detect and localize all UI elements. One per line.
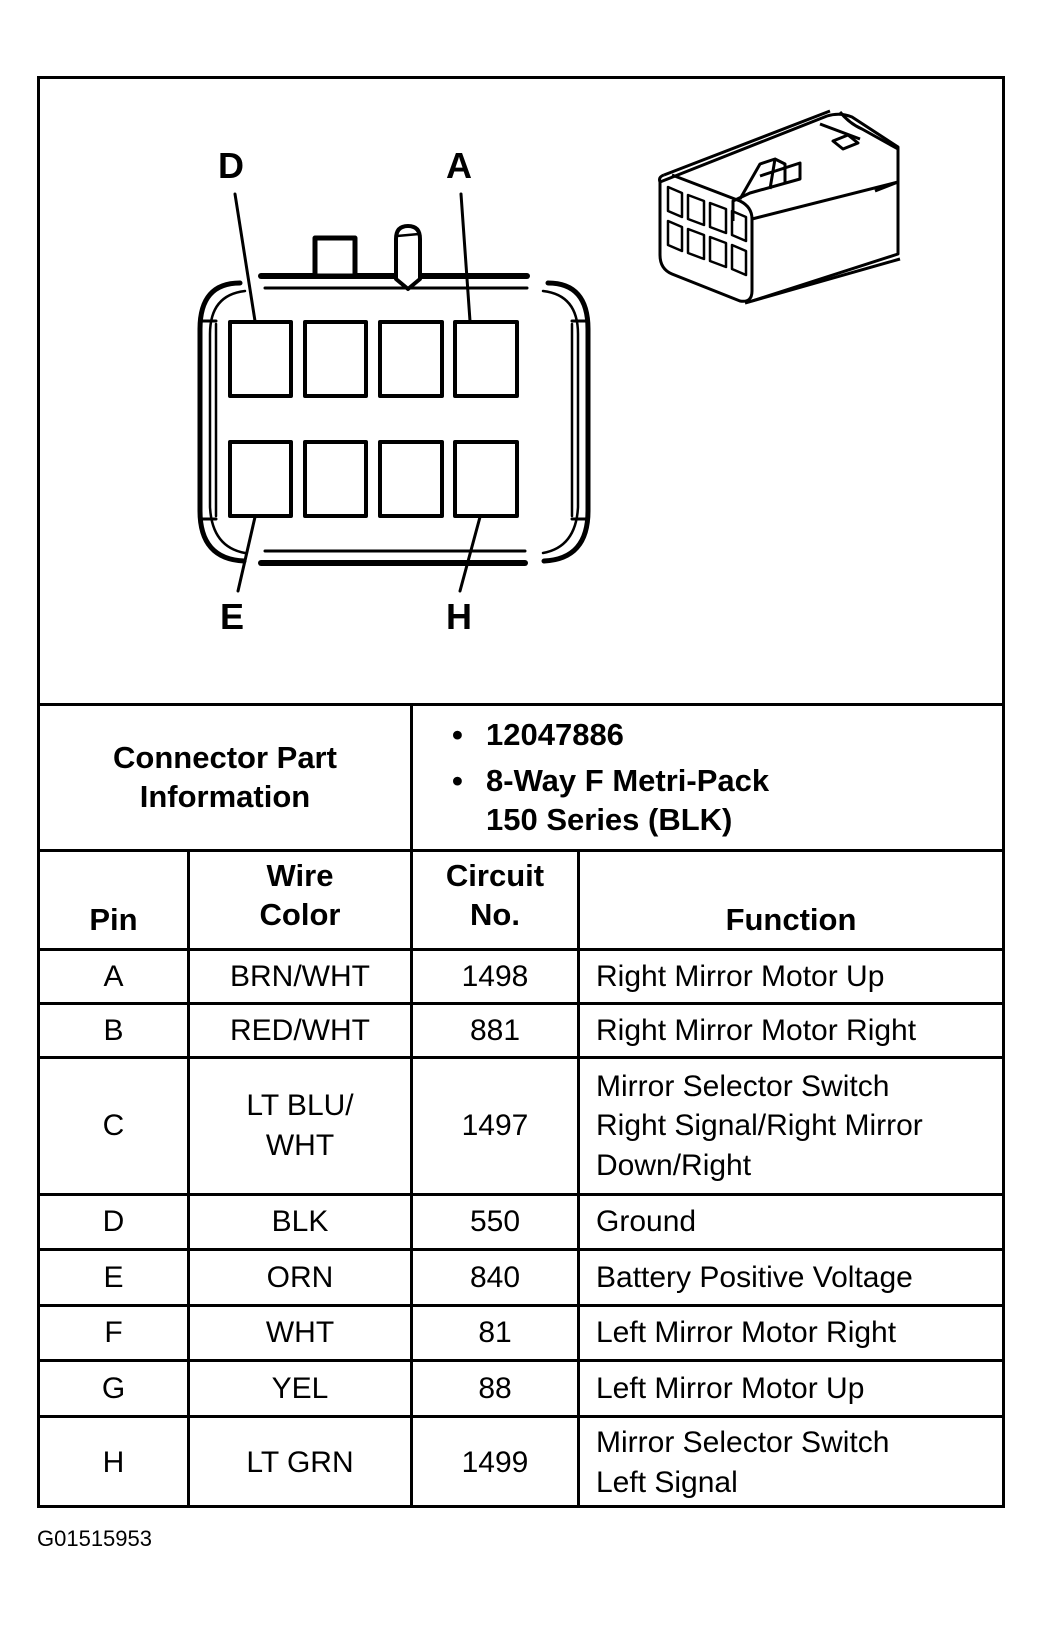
row-c-circuit: 1497 (461, 1109, 529, 1143)
row-c-pin: C (102, 1109, 125, 1143)
row-c-wire-color-line2: WHT (265, 1129, 335, 1162)
row-h-circuit: 1499 (461, 1445, 529, 1479)
connector-diagram (40, 79, 1002, 704)
header-wire-color (190, 852, 410, 948)
row-c-function (596, 1059, 1000, 1193)
connector-figure-frame (37, 76, 1005, 1508)
connector-description: • 8-Way F Metri-Pack 150 Series (BLK) (450, 761, 769, 840)
row-e-wire-color: ORN (266, 1260, 334, 1294)
part-info-label-line2: Information (139, 778, 311, 814)
row-g-wire-color: YEL (271, 1371, 329, 1405)
figure-code: G01515953 (37, 1526, 152, 1551)
row-d-function: Ground (596, 1205, 697, 1239)
header-function-label: Function (725, 902, 857, 938)
row-c-wire-color (190, 1059, 410, 1193)
row-b-circuit: 881 (469, 1013, 521, 1047)
pin-label-a: A (446, 145, 472, 186)
row-f-circuit: 81 (478, 1316, 512, 1350)
row-b-function: Right Mirror Motor Right (596, 1013, 917, 1047)
row-c-function-line1: Mirror Selector Switch (596, 1069, 890, 1103)
header-pin (40, 852, 187, 948)
header-wire-label: Wire (266, 858, 334, 894)
row-b-wire-color: RED/WHT (230, 1013, 370, 1047)
row-e-circuit: 840 (469, 1260, 521, 1294)
row-a-circuit: 1498 (461, 959, 529, 993)
row-g-function: Left Mirror Motor Up (596, 1371, 865, 1405)
header-circuit-no (413, 852, 577, 948)
row-c-function-line2: Right Signal/Right Mirror (596, 1109, 923, 1143)
part-info-label-line1: Connector Part (113, 739, 337, 775)
row-c-function-line3: Down/Right (596, 1148, 752, 1182)
row-e-pin: E (103, 1260, 124, 1294)
header-function (580, 852, 1002, 948)
row-g-circuit: 88 (478, 1371, 512, 1405)
part-info-label (40, 706, 410, 849)
row-f-function: Left Mirror Motor Right (596, 1316, 897, 1350)
connector-face-view-icon (40, 79, 1002, 704)
row-f-pin: F (104, 1316, 123, 1350)
part-info-list (450, 715, 769, 840)
row-a-function: Right Mirror Motor Up (596, 959, 885, 993)
row-h-function-line2: Left Signal (596, 1465, 738, 1499)
row-h-pin: H (102, 1445, 125, 1479)
header-no-label: No. (470, 897, 520, 932)
row-a-wire-color: BRN/WHT (230, 959, 370, 993)
connector-isometric-view-icon (660, 111, 901, 303)
pin-label-e: E (220, 596, 245, 637)
header-color-label: Color (259, 897, 341, 932)
part-info-values (450, 706, 990, 849)
row-d-wire-color: BLK (271, 1205, 329, 1239)
row-f-wire-color: WHT (265, 1316, 335, 1350)
row-a-pin: A (103, 959, 124, 993)
pin-label-h: H (446, 596, 472, 637)
row-b-pin: B (103, 1013, 124, 1047)
pin-label-d: D (218, 145, 244, 186)
row-d-pin: D (102, 1205, 125, 1239)
part-number: • 12047886 (450, 715, 769, 755)
header-circuit-label: Circuit (445, 858, 545, 894)
row-g-pin: G (101, 1371, 126, 1405)
row-d-circuit: 550 (469, 1205, 521, 1239)
row-e-function: Battery Positive Voltage (596, 1260, 913, 1294)
row-h-function (596, 1418, 996, 1507)
header-pin-label: Pin (89, 902, 138, 938)
row-h-wire-color: LT GRN (246, 1445, 354, 1479)
row-h-function-line1: Mirror Selector Switch (596, 1425, 890, 1459)
row-c-wire-color-line1: LT BLU/ (246, 1089, 354, 1123)
